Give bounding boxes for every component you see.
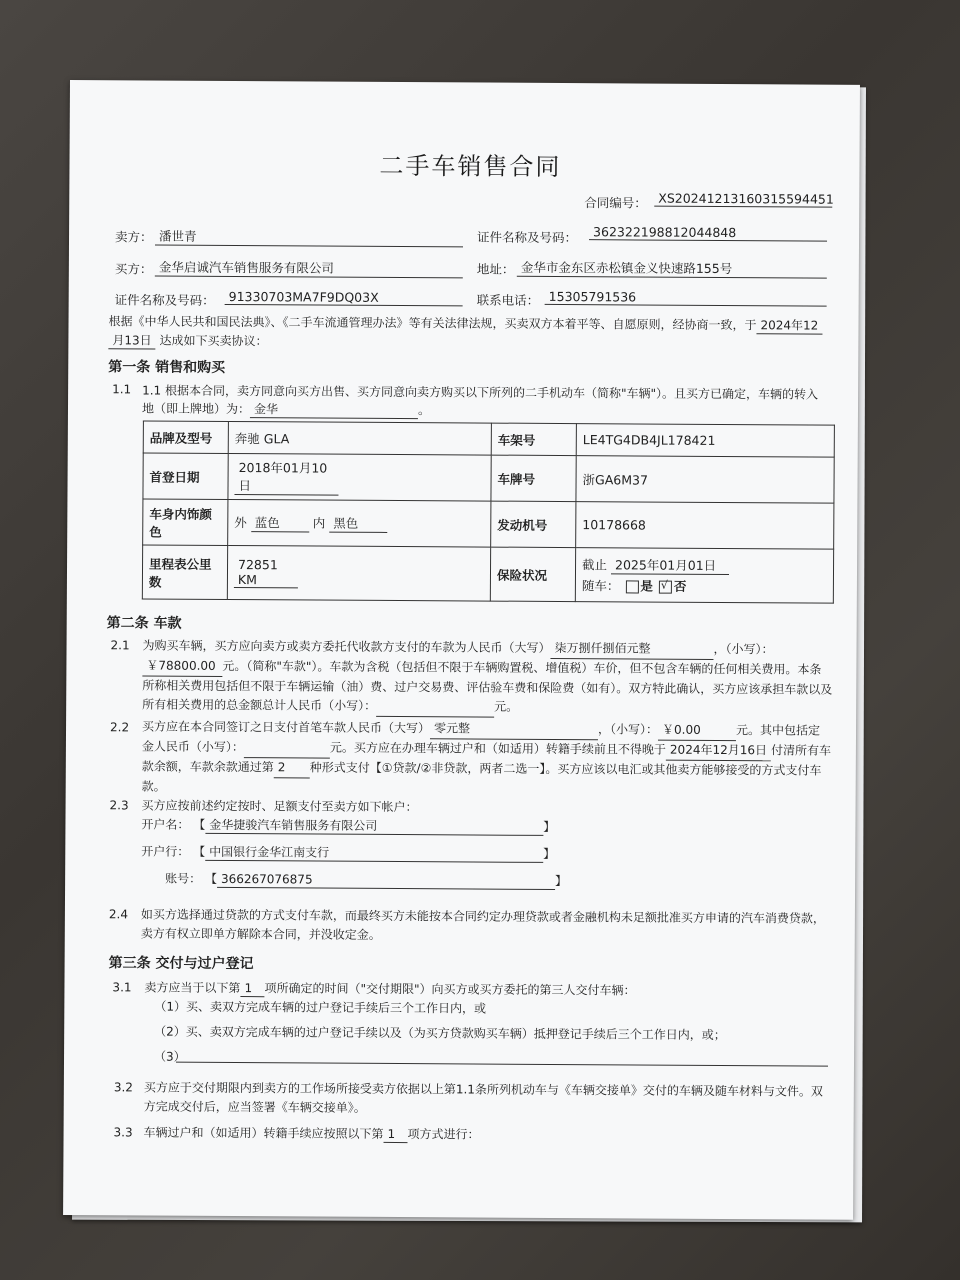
- clause-1-1-number: 1.1: [112, 382, 132, 397]
- clause-2-3-text: 买方应按前述约定按时、足额支付至卖方如下帐户：: [141, 798, 418, 815]
- buyer-address-label: 地址：: [476, 261, 515, 277]
- exterior-prefix: 外: [234, 515, 247, 531]
- insurance-until-prefix: 截止: [582, 557, 608, 573]
- option-3-blank-line: [176, 1062, 828, 1067]
- price-amount: ￥78800.00: [142, 656, 222, 676]
- mileage-cell: [227, 545, 490, 601]
- account-no-row: [165, 871, 567, 890]
- clause-2-1-a: 为购买车辆，买方应向卖方或卖方委托代收款方支付的车款为人民币（大写）: [142, 638, 551, 655]
- clause-2-4-number: 2.4: [108, 907, 129, 922]
- bank-bracket-left: 【: [193, 844, 206, 859]
- transfer-place: 金华: [250, 401, 418, 419]
- account-no-bracket-left: 【: [204, 871, 218, 886]
- brand-label: 品牌及型号: [143, 421, 228, 454]
- interior-color: 黑色: [329, 514, 387, 533]
- clause-3-3-text: [144, 1124, 480, 1143]
- bank-label: 开户行：: [141, 844, 190, 859]
- seller-label: 卖方：: [114, 229, 153, 245]
- account-name: 金华捷骏汽车销售服务有限公司: [205, 817, 543, 836]
- clause-2-3-number: 2.3: [109, 798, 129, 813]
- article-1-title: 第一条 销售和购买: [108, 359, 226, 376]
- account-no: 366267076875: [217, 871, 555, 890]
- account-name-bracket-right: 】: [543, 819, 556, 834]
- brand-value: 奔驰 GLA: [228, 421, 491, 455]
- preamble-end: 达成如下买卖协议：: [159, 333, 268, 349]
- insurance-cell: [575, 548, 833, 604]
- reg-date-value: 2018年01月10日: [234, 458, 338, 496]
- delivery-option-1: （1）买、卖双方完成车辆的过户登记手续后三个工作日内，或: [154, 999, 487, 1016]
- clause-2-1-yuan: 元。: [494, 699, 519, 714]
- buyer-label: 买方：: [114, 261, 153, 277]
- contract-no-label: 合同编号：: [584, 195, 647, 211]
- clause-3-3-number: 3.3: [113, 1125, 133, 1140]
- clause-2-2-c: 元。买方应在办理车辆过户和（如适用）转籍手续前且不得晚于: [329, 740, 666, 757]
- buyer-phone-label: 联系电话：: [476, 292, 540, 308]
- clause-3-1-a: 卖方应当于以下第: [144, 980, 241, 996]
- insurance-with-car-label: 随车：: [581, 578, 620, 594]
- clause-2-2-small: ，（小写）：: [598, 722, 659, 737]
- engine-label: 发动机号: [491, 501, 576, 548]
- clause-2-1-text: [142, 636, 832, 719]
- clause-1-1-period: 。: [417, 403, 431, 418]
- balance-due-date: 2024年12月16日: [666, 741, 771, 762]
- buyer-phone-value: 15305791536: [545, 289, 827, 307]
- mileage-label: 里程表公里数: [142, 545, 227, 600]
- seller-id-value: 362322198812044848: [589, 224, 827, 241]
- deposit-upper: 零元整: [430, 719, 598, 740]
- color-cell: [228, 499, 491, 547]
- clause-3-1-b: 项所确定的时间（"交付期限"）向买方或买方委托的第三人交付车辆：: [264, 981, 636, 998]
- clause-1-1-cont: [142, 400, 430, 419]
- delivery-option-2: （2）买、卖双方完成车辆的过户登记手续以及（为买方贷款购买车辆）抵押登记手续后三个工作日内，或；: [154, 1024, 726, 1043]
- buyer-id-value: 91330703MA7F9DQ03X: [225, 289, 463, 306]
- delivery-option-3: （3）: [153, 1049, 186, 1064]
- clause-2-2-text: [142, 717, 832, 800]
- clause-2-2-d: 付清所有车款余额，车款余款通过第: [141, 743, 832, 775]
- account-name-bracket-left: 【: [193, 817, 206, 832]
- bank-bracket-right: 】: [543, 846, 556, 861]
- clause-1-1-place-label: 地（即上牌地）为：: [141, 401, 251, 417]
- contract-no-value: XS20241213160315594451: [654, 191, 832, 208]
- buyer-id-label: 证件名称及号码：: [114, 292, 215, 308]
- account-no-bracket-right: 】: [554, 873, 568, 889]
- bank-name: 中国银行金华江南支行: [205, 844, 543, 863]
- article-3-title: 第三条 交付与过户登记: [108, 955, 254, 973]
- preamble-text: [108, 313, 822, 334]
- no-checkbox[interactable]: [659, 581, 672, 594]
- price-upper: 柒万捌仟捌佰元整: [550, 639, 713, 660]
- insurance-label: 保险状况: [490, 547, 575, 602]
- clause-2-2-e: 种形式支付【①贷款/②非贷款，两者二选一】。买方应该以电汇或其他卖方能够接受的方式支付车款。: [141, 760, 822, 794]
- delivery-option: 1: [240, 980, 264, 997]
- account-name-label: 开户名：: [141, 817, 190, 832]
- deposit-amount: ￥0.00: [658, 721, 736, 741]
- transfer-option: 1: [384, 1126, 408, 1143]
- no-label: 否: [673, 578, 687, 594]
- clause-3-3-a: 车辆过户和（如适用）转籍手续应按照以下第: [143, 1125, 384, 1141]
- preamble-body: 根据《中华人民共和国民法典》、《二手车流通管理办法》等有关法律法规，买卖双方本着平等、自愿原则，经协商一致，于: [108, 314, 757, 333]
- seller-id-label: 证件名称及号码：: [477, 229, 578, 246]
- clause-2-2-number: 2.2: [110, 720, 130, 735]
- clause-2-2-b: 元。其中包括定金人民币（小写）：: [141, 723, 821, 755]
- buyer-name: 金华启诚汽车销售服务有限公司: [155, 258, 463, 279]
- buyer-address-value: 金华市金东区赤松镇金义快速路155号: [517, 258, 827, 279]
- contract-page: [63, 80, 860, 1220]
- preamble-line2: [108, 332, 267, 350]
- clause-3-2-number: 3.2: [113, 1080, 133, 1095]
- yes-checkbox[interactable]: [625, 580, 638, 593]
- reg-date-cell: [228, 453, 491, 501]
- vehicle-info-table: [142, 420, 835, 603]
- clause-2-4-text: 如买方选择通过贷款的方式支付车款，而最终买方未能按本合同约定办理贷款或者金融机构未足额批准买方申请的汽车消费贷款，卖方有权立即单方解除本合同，并没收定金。: [140, 907, 825, 942]
- plate-value: 浙GA6M37: [576, 456, 834, 504]
- seller-name: 潘世青: [155, 227, 463, 248]
- insurance-until: 2025年01月01日: [611, 555, 729, 575]
- mileage-value: 72851 KM: [234, 557, 298, 588]
- clause-3-2-text: 买方应于交付期限内到卖方的工作场所接受卖方依据以上第1.1条所列机动车与《车辆交接单》交付的车辆及随车材料与文件。双方完成交付后，应当签署《车辆交接单》。: [143, 1080, 823, 1115]
- exterior-color: 蓝色: [251, 513, 309, 532]
- clause-2-1-number: 2.1: [110, 638, 130, 653]
- vin-value: LE4TG4DB4JL178421: [576, 424, 834, 458]
- clause-1-1-text: 1.1 根据本合同，卖方同意向买方出售、买方同意向卖方购买以下所列的二手机动车（简称"车辆"）。且买方已确定，车辆的转入: [142, 383, 819, 402]
- document-title: 二手车销售合同: [379, 151, 562, 182]
- account-name-row: [141, 816, 555, 836]
- plate-label: 车牌号: [491, 455, 576, 502]
- article-2-title: 第二条 车款: [106, 615, 182, 632]
- preamble-date-b: 月13日: [108, 332, 155, 349]
- yes-label: 是: [640, 578, 653, 594]
- payment-method: 2: [274, 758, 310, 778]
- clause-2-2-a: 买方应在本合同签订之日支付首笔车款人民币（大写）: [142, 719, 431, 736]
- color-label: 车身内饰颜色: [143, 499, 228, 546]
- account-no-label: 账号：: [165, 871, 202, 886]
- preamble-date-a: 2024年12: [756, 317, 822, 334]
- reg-date-label: 首登日期: [143, 453, 228, 500]
- engine-value: 10178668: [576, 502, 834, 550]
- clause-3-1-text: [144, 979, 635, 999]
- clause-2-1-small: ，（小写）：: [713, 641, 774, 657]
- clause-2-1-b: 元。（简称"车款"）。车款为含税（包括但不限于车辆购置税、增值税）车价，但不包含车辆的任何相关费用。本条所称相关费用包括但不限于车辆运输（油）费、过户交易费、评估验车费和保险费（如有）。双方特此确认，买方应该承担车款以及所有相关费用的总金额总计人民币（小写）：: [142, 658, 833, 713]
- interior-prefix: 内: [312, 515, 326, 531]
- bank-row: [141, 843, 555, 863]
- clause-3-1-number: 3.1: [112, 980, 132, 995]
- vin-label: 车架号: [491, 423, 576, 456]
- clause-3-3-b: 项方式进行：: [407, 1127, 480, 1142]
